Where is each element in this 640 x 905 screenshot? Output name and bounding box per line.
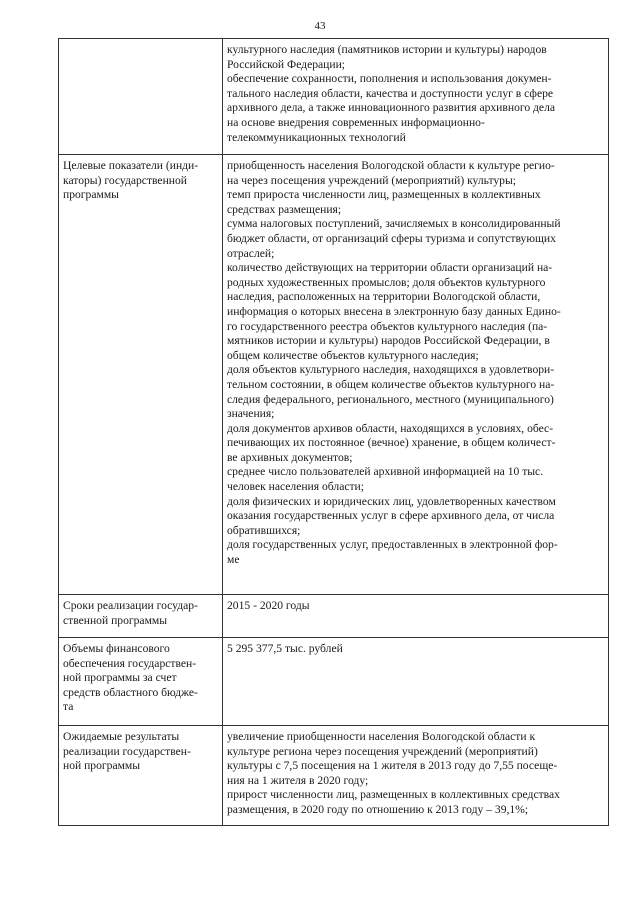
table-row (59, 155, 609, 595)
text-line: тельном состоянии, в общем количестве объектов культурного на- (227, 377, 555, 391)
text-line: на основе внедрения современных информационно- (227, 115, 485, 129)
text-line: мятников истории и культуры) народов Российской Федерации, в (227, 334, 550, 348)
text-line: отраслей; (227, 246, 275, 260)
text-line: печивающих их постоянное (вечное) хранение, в общем количест- (227, 436, 556, 450)
row-label-cell (59, 726, 223, 826)
text-line: реализации государствен- (63, 744, 191, 758)
text-line: архивного дела, а также инновационного развития архивного дела (227, 101, 555, 115)
text-line: средствах размещения; (227, 202, 342, 216)
text-line: обеспечения государствен- (63, 656, 197, 670)
text-line: ственной программы (63, 613, 168, 627)
text-line: доля физических и юридических лиц, удовлетворенных качеством (227, 494, 556, 508)
program-passport-table (58, 38, 609, 826)
row-content-cell (223, 155, 609, 595)
text-line: размещения, в 2020 году по отношению к 2013 году – 39,1%; (227, 802, 529, 816)
text-line: доля документов архивов области, находящихся в условиях, обес- (227, 421, 554, 435)
text-line: ве архивных документов; (227, 450, 353, 464)
text-line: тального наследия области, качества и доступности услуг в сфере (227, 86, 554, 100)
text-line: среднее число пользователей архивной информацией на 10 тыс. (227, 465, 544, 479)
text-line: общем количестве объектов культурного наследия; (227, 348, 479, 362)
text-line: культуре региона через посещения учреждений (мероприятий) (227, 744, 538, 758)
text-line: следия федерального, регионального, местного (муниципального) (227, 392, 554, 406)
text-line: ной программы (63, 759, 141, 773)
table-row (59, 726, 609, 826)
text-line: родных художественных промыслов; доля объектов культурного (227, 275, 546, 289)
text-line: увеличение приобщенности населения Вологодской области к (227, 730, 536, 743)
page-number: 43 (314, 20, 326, 32)
row-content-cell (223, 595, 609, 638)
text-line: наследия, расположенных на территории Вологодской области, (227, 290, 541, 304)
text-line: ме (227, 553, 240, 567)
text-line: 5 295 377,5 тыс. рублей (227, 642, 343, 655)
table-row (59, 595, 609, 638)
text-line: темп прироста численности лиц, размещенных в коллективных (227, 188, 541, 202)
text-line: на через посещения учреждений (мероприятий) культуры; (227, 173, 516, 187)
text-line: го государственного реестра объектов культурного наследия (па- (227, 319, 548, 333)
text-line: значения; (227, 407, 275, 421)
text-line: Российской Федерации; (227, 57, 346, 71)
text-line: информация о которых внесена в электронную базу данных Едино- (227, 304, 561, 318)
row-label-cell (59, 638, 223, 726)
text-line: сумма налоговых поступлений, зачисляемых в консолидированный (227, 217, 561, 231)
text-line: доля объектов культурного наследия, находящихся в удовлетвори- (227, 363, 555, 377)
text-line: Сроки реализации государ- (63, 599, 198, 612)
text-line: количество действующих на территории области организаций на- (227, 261, 553, 275)
text-line: каторы) государственной (63, 173, 187, 187)
text-line: Ожидаемые результаты (63, 730, 180, 743)
table-row (59, 638, 609, 726)
text-line: культуры с 7,5 посещения на 1 жителя в 2013 году до 7,55 посеще- (227, 759, 558, 773)
text-line: телекоммуникационных технологий (227, 130, 406, 144)
text-line: 2015 - 2020 годы (227, 599, 310, 612)
text-line: доля государственных услуг, предоставленных в электронной фор- (227, 538, 558, 552)
text-line: средств областного бюдже- (63, 685, 198, 699)
text-line: приобщенность населения Вологодской области к культуре регио- (227, 159, 555, 172)
table-row (59, 39, 609, 155)
text-line: ния на 1 жителя в 2020 году; (227, 773, 369, 787)
text-line: ной программы за счет (63, 671, 177, 685)
row-label-cell (59, 155, 223, 595)
row-label-cell (59, 595, 223, 638)
row-content-cell (223, 638, 609, 726)
text-line: прирост численности лиц, размещенных в коллективных средствах (227, 788, 560, 802)
row-content-cell (223, 39, 609, 155)
text-line: программы (63, 188, 119, 202)
text-line: Объемы финансового (63, 642, 170, 655)
text-line: культурного наследия (памятников истории и культуры) народов (227, 43, 547, 56)
text-line: Целевые показатели (инди- (63, 159, 199, 172)
text-line: та (63, 700, 74, 714)
text-line: оказания государственных услуг в сфере архивного дела, от числа (227, 509, 555, 523)
text-line: бюджет области, от организаций сферы туризма и сопутствующих (227, 231, 556, 245)
row-content-cell (223, 726, 609, 826)
text-line: обратившихся; (227, 523, 301, 537)
text-line: обеспечение сохранности, пополнения и использования докумен- (227, 72, 552, 86)
text-line: человек населения области; (227, 480, 364, 494)
row-label-cell (59, 39, 223, 155)
